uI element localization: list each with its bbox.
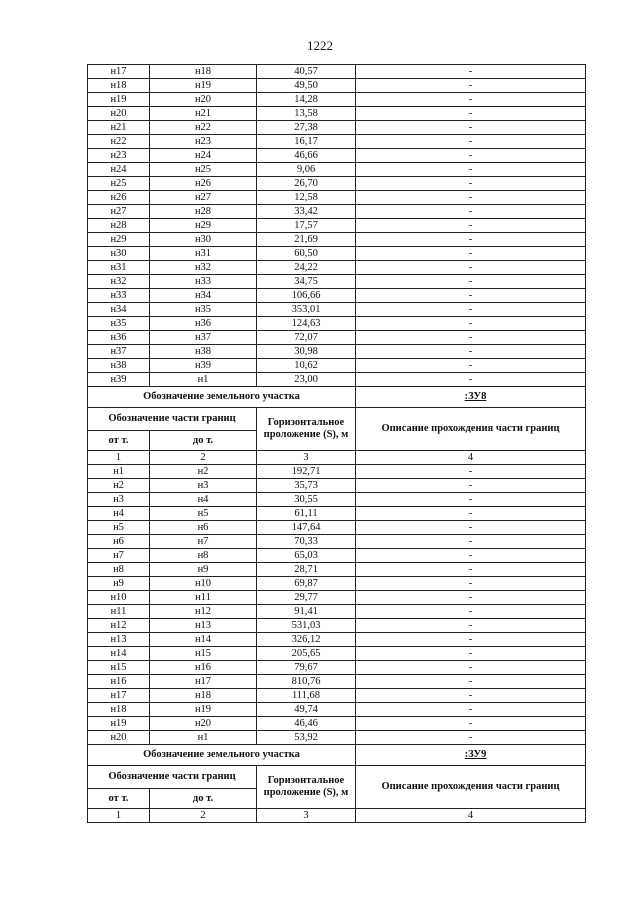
to-point-cell: н10 [150,577,257,591]
table-row [88,93,586,107]
from-point-cell: н16 [88,675,150,689]
distance-cell: 326,12 [257,633,356,647]
distance-cell: 65,03 [257,549,356,563]
plot-id: :ЗУ8 [356,387,586,408]
to-point-cell: н16 [150,661,257,675]
column-header-row [88,408,586,431]
distance-cell: 40,57 [257,65,356,79]
description-label: Описание прохождения части границ [356,408,586,451]
distance-cell: 79,67 [257,661,356,675]
distance-cell: 34,75 [257,275,356,289]
distance-cell: 13,58 [257,107,356,121]
description-cell: - [356,493,586,507]
plot-label: Обозначение земельного участка [88,387,356,408]
distance-cell: 27,38 [257,121,356,135]
to-point-cell: н25 [150,163,257,177]
to-point-cell: н8 [150,549,257,563]
description-cell: - [356,549,586,563]
plot-header-row [88,387,586,408]
from-point-cell: н34 [88,303,150,317]
description-cell: - [356,591,586,605]
table-row [88,135,586,149]
from-point-cell: н20 [88,731,150,745]
table-row [88,247,586,261]
column-number: 1 [88,451,150,465]
plot-header-row [88,745,586,766]
distance-cell: 810,76 [257,675,356,689]
distance-cell: 9,06 [257,163,356,177]
to-point-cell: н30 [150,233,257,247]
page-number: 1222 [307,38,333,53]
to-point-cell: н35 [150,303,257,317]
table-row [88,465,586,479]
description-cell: - [356,219,586,233]
from-point-cell: н36 [88,331,150,345]
to-point-cell: н22 [150,121,257,135]
to-point-cell: н18 [150,689,257,703]
distance-label: Горизонтальное проложение (S), м [257,766,356,809]
description-cell: - [356,149,586,163]
to-point-cell: н7 [150,535,257,549]
table-row [88,373,586,387]
from-label: от т. [88,431,150,451]
description-cell: - [356,535,586,549]
table-row [88,507,586,521]
from-point-cell: н3 [88,493,150,507]
table-row [88,717,586,731]
from-point-cell: н12 [88,619,150,633]
from-point-cell: н7 [88,549,150,563]
from-point-cell: н1 [88,465,150,479]
part-label: Обозначение части границ [88,766,257,789]
description-cell: - [356,479,586,493]
description-cell: - [356,205,586,219]
to-point-cell: н19 [150,79,257,93]
distance-cell: 60,50 [257,247,356,261]
distance-cell: 46,46 [257,717,356,731]
description-cell: - [356,465,586,479]
distance-cell: 16,17 [257,135,356,149]
description-cell: - [356,647,586,661]
from-point-cell: н26 [88,191,150,205]
from-point-cell: н11 [88,605,150,619]
description-cell: - [356,65,586,79]
to-point-cell: н1 [150,731,257,745]
from-point-cell: н13 [88,633,150,647]
table-row [88,703,586,717]
description-cell: - [356,717,586,731]
column-number: 3 [257,451,356,465]
to-point-cell: н34 [150,289,257,303]
from-point-cell: н32 [88,275,150,289]
table-row [88,521,586,535]
distance-label: Горизонтальное проложение (S), м [257,408,356,451]
boundary-table [87,64,586,823]
from-point-cell: н39 [88,373,150,387]
to-point-cell: н33 [150,275,257,289]
to-point-cell: н38 [150,345,257,359]
to-point-cell: н13 [150,619,257,633]
description-cell: - [356,577,586,591]
from-label: от т. [88,789,150,809]
from-point-cell: н9 [88,577,150,591]
to-point-cell: н21 [150,107,257,121]
column-number: 4 [356,809,586,823]
table-row [88,549,586,563]
to-point-cell: н19 [150,703,257,717]
table-row [88,275,586,289]
to-point-cell: н39 [150,359,257,373]
column-number: 2 [150,451,257,465]
distance-cell: 12,58 [257,191,356,205]
distance-cell: 91,41 [257,605,356,619]
description-cell: - [356,703,586,717]
from-point-cell: н31 [88,261,150,275]
description-cell: - [356,563,586,577]
distance-cell: 49,74 [257,703,356,717]
distance-cell: 49,50 [257,79,356,93]
column-number-row [88,451,586,465]
table-row [88,79,586,93]
description-cell: - [356,507,586,521]
description-cell: - [356,107,586,121]
from-point-cell: н35 [88,317,150,331]
table-row [88,731,586,745]
from-point-cell: н22 [88,135,150,149]
to-point-cell: н9 [150,563,257,577]
table-row [88,661,586,675]
table-row [88,317,586,331]
table-row [88,177,586,191]
distance-cell: 353,01 [257,303,356,317]
from-point-cell: н6 [88,535,150,549]
from-point-cell: н19 [88,93,150,107]
from-point-cell: н21 [88,121,150,135]
table-row [88,479,586,493]
table-row [88,65,586,79]
distance-cell: 53,92 [257,731,356,745]
from-point-cell: н30 [88,247,150,261]
distance-cell: 70,33 [257,535,356,549]
description-cell: - [356,275,586,289]
to-label: до т. [150,789,257,809]
to-point-cell: н1 [150,373,257,387]
to-point-cell: н15 [150,647,257,661]
to-point-cell: н4 [150,493,257,507]
table-row [88,205,586,219]
distance-cell: 111,68 [257,689,356,703]
to-point-cell: н11 [150,591,257,605]
table-row [88,233,586,247]
to-point-cell: н3 [150,479,257,493]
from-point-cell: н33 [88,289,150,303]
table-row [88,107,586,121]
from-point-cell: н23 [88,149,150,163]
from-point-cell: н27 [88,205,150,219]
description-cell: - [356,79,586,93]
description-cell: - [356,521,586,535]
distance-cell: 29,77 [257,591,356,605]
table-row [88,261,586,275]
to-point-cell: н24 [150,149,257,163]
table-row [88,633,586,647]
table-row [88,163,586,177]
distance-cell: 10,62 [257,359,356,373]
column-header-row [88,766,586,789]
distance-cell: 14,28 [257,93,356,107]
table-row [88,605,586,619]
distance-cell: 28,71 [257,563,356,577]
to-point-cell: н31 [150,247,257,261]
table-row [88,619,586,633]
table-row [88,359,586,373]
description-cell: - [356,261,586,275]
description-cell: - [356,177,586,191]
to-label: до т. [150,431,257,451]
table-row [88,345,586,359]
table-row [88,675,586,689]
from-point-cell: н17 [88,65,150,79]
distance-cell: 192,71 [257,465,356,479]
table-row [88,121,586,135]
from-point-cell: н20 [88,107,150,121]
from-point-cell: н24 [88,163,150,177]
distance-cell: 124,63 [257,317,356,331]
to-point-cell: н23 [150,135,257,149]
to-point-cell: н20 [150,717,257,731]
from-point-cell: н5 [88,521,150,535]
to-point-cell: н28 [150,205,257,219]
from-point-cell: н19 [88,717,150,731]
distance-cell: 21,69 [257,233,356,247]
to-point-cell: н37 [150,331,257,345]
to-point-cell: н18 [150,65,257,79]
distance-cell: 17,57 [257,219,356,233]
description-cell: - [356,731,586,745]
description-cell: - [356,689,586,703]
description-cell: - [356,135,586,149]
column-number: 2 [150,809,257,823]
description-cell: - [356,619,586,633]
description-cell: - [356,359,586,373]
distance-cell: 23,00 [257,373,356,387]
to-point-cell: н5 [150,507,257,521]
description-cell: - [356,289,586,303]
plot-id: :ЗУ9 [356,745,586,766]
to-point-cell: н29 [150,219,257,233]
description-cell: - [356,303,586,317]
description-cell: - [356,675,586,689]
description-cell: - [356,661,586,675]
from-point-cell: н4 [88,507,150,521]
from-point-cell: н25 [88,177,150,191]
plot-label: Обозначение земельного участка [88,745,356,766]
table-row [88,647,586,661]
from-point-cell: н28 [88,219,150,233]
table-row [88,493,586,507]
description-cell: - [356,345,586,359]
distance-cell: 147,64 [257,521,356,535]
description-cell: - [356,233,586,247]
description-cell: - [356,317,586,331]
column-number-row [88,809,586,823]
table-row [88,149,586,163]
table-row [88,591,586,605]
distance-cell: 72,07 [257,331,356,345]
from-point-cell: н2 [88,479,150,493]
description-cell: - [356,247,586,261]
to-point-cell: н14 [150,633,257,647]
from-point-cell: н15 [88,661,150,675]
table-row [88,289,586,303]
description-cell: - [356,331,586,345]
description-cell: - [356,93,586,107]
from-point-cell: н18 [88,79,150,93]
distance-cell: 61,11 [257,507,356,521]
distance-cell: 24,22 [257,261,356,275]
distance-cell: 35,73 [257,479,356,493]
distance-cell: 69,87 [257,577,356,591]
to-point-cell: н27 [150,191,257,205]
from-point-cell: н29 [88,233,150,247]
table-row [88,191,586,205]
table-row [88,577,586,591]
description-cell: - [356,121,586,135]
from-point-cell: н10 [88,591,150,605]
distance-cell: 26,70 [257,177,356,191]
table-row [88,303,586,317]
distance-cell: 205,65 [257,647,356,661]
part-label: Обозначение части границ [88,408,257,431]
description-cell: - [356,191,586,205]
from-point-cell: н17 [88,689,150,703]
distance-cell: 30,55 [257,493,356,507]
distance-cell: 106,66 [257,289,356,303]
table-row [88,689,586,703]
description-label: Описание прохождения части границ [356,766,586,809]
table-row [88,331,586,345]
table-row [88,535,586,549]
to-point-cell: н17 [150,675,257,689]
column-number: 4 [356,451,586,465]
description-cell: - [356,605,586,619]
distance-cell: 531,03 [257,619,356,633]
description-cell: - [356,373,586,387]
distance-cell: 30,98 [257,345,356,359]
from-point-cell: н8 [88,563,150,577]
to-point-cell: н32 [150,261,257,275]
boundary-table-body [88,65,586,823]
to-point-cell: н36 [150,317,257,331]
description-cell: - [356,163,586,177]
table-row [88,563,586,577]
column-number: 1 [88,809,150,823]
distance-cell: 46,66 [257,149,356,163]
from-point-cell: н14 [88,647,150,661]
table-row [88,219,586,233]
to-point-cell: н2 [150,465,257,479]
distance-cell: 33,42 [257,205,356,219]
to-point-cell: н12 [150,605,257,619]
to-point-cell: н20 [150,93,257,107]
to-point-cell: н6 [150,521,257,535]
from-point-cell: н38 [88,359,150,373]
to-point-cell: н26 [150,177,257,191]
from-point-cell: н37 [88,345,150,359]
description-cell: - [356,633,586,647]
column-number: 3 [257,809,356,823]
from-point-cell: н18 [88,703,150,717]
